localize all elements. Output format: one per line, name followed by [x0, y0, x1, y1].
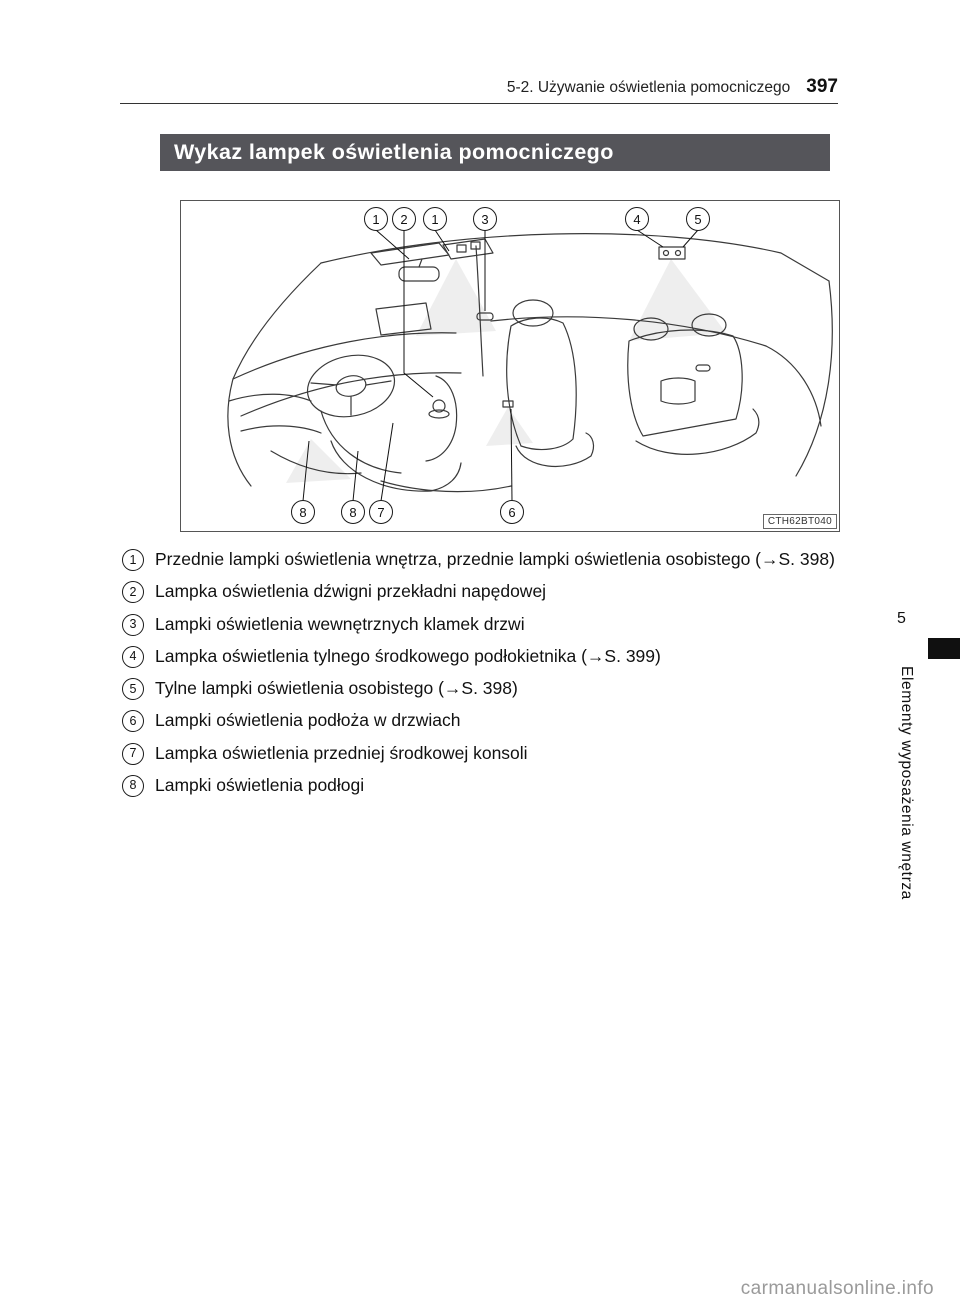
figure-callout: 8	[291, 500, 315, 524]
list-item	[122, 707, 838, 733]
figure-callout: 3	[473, 207, 497, 231]
item-text: Lampka oświetlenia dźwigni przekładni napędowej	[155, 581, 547, 602]
section-title: 5-2. Używanie oświetlenia pomocniczego	[506, 79, 791, 96]
figure-callout: 1	[364, 207, 388, 231]
car-interior-illustration	[181, 201, 839, 531]
section-heading: Wykaz lampek oświetlenia pomocniczego	[174, 140, 614, 164]
page-number: 397	[806, 76, 838, 97]
chapter-tab-marker	[928, 638, 960, 659]
list-item	[122, 578, 838, 604]
item-number: 6	[122, 710, 144, 732]
list-item	[122, 675, 838, 701]
figure-code: CTH62BT040	[763, 514, 837, 529]
item-text: Lampki oświetlenia podłogi	[155, 774, 365, 795]
figure-callout: 4	[625, 207, 649, 231]
item-number: 8	[122, 775, 144, 797]
chapter-label: Elementy wyposażenia wnętrza	[898, 666, 915, 900]
figure-callout: 8	[341, 500, 365, 524]
item-number: 3	[122, 614, 144, 636]
list-item	[122, 643, 838, 669]
item-number: 1	[122, 549, 144, 571]
chapter-number: 5	[897, 610, 906, 627]
list-item	[122, 546, 838, 572]
watermark: carmanualsonline.info	[740, 1278, 934, 1299]
item-number: 4	[122, 646, 144, 668]
section-heading-bar	[160, 134, 830, 171]
list-item	[122, 740, 838, 766]
list-item	[122, 772, 838, 798]
item-text: Lampki oświetlenia wewnętrznych klamek drzwi	[155, 613, 525, 634]
figure-callout: 1	[423, 207, 447, 231]
figure-callout: 5	[686, 207, 710, 231]
item-number: 5	[122, 678, 144, 700]
item-number: 7	[122, 743, 144, 765]
list-item	[122, 611, 838, 637]
figure-callout: 7	[369, 500, 393, 524]
item-text: Tylne lampki oświetlenia osobistego (→S. 398)	[155, 678, 518, 698]
item-text: Lampka oświetlenia przedniej środkowej konsoli	[155, 742, 528, 763]
figure-callout: 2	[392, 207, 416, 231]
item-text: Lampka oświetlenia tylnego środkowego podłokietnika (→S. 399)	[155, 645, 661, 666]
page-header	[120, 76, 838, 98]
item-text: Lampki oświetlenia podłoża w drzwiach	[155, 710, 461, 731]
figure-callout: 6	[500, 500, 524, 524]
item-number: 2	[122, 581, 144, 603]
lamp-list	[122, 546, 838, 804]
item-text: Przednie lampki oświetlenia wnętrza, przednie lampki oświetlenia osobistego (→S. 398)	[155, 549, 835, 569]
figure-car-interior	[180, 200, 840, 532]
header-rule	[120, 103, 838, 104]
